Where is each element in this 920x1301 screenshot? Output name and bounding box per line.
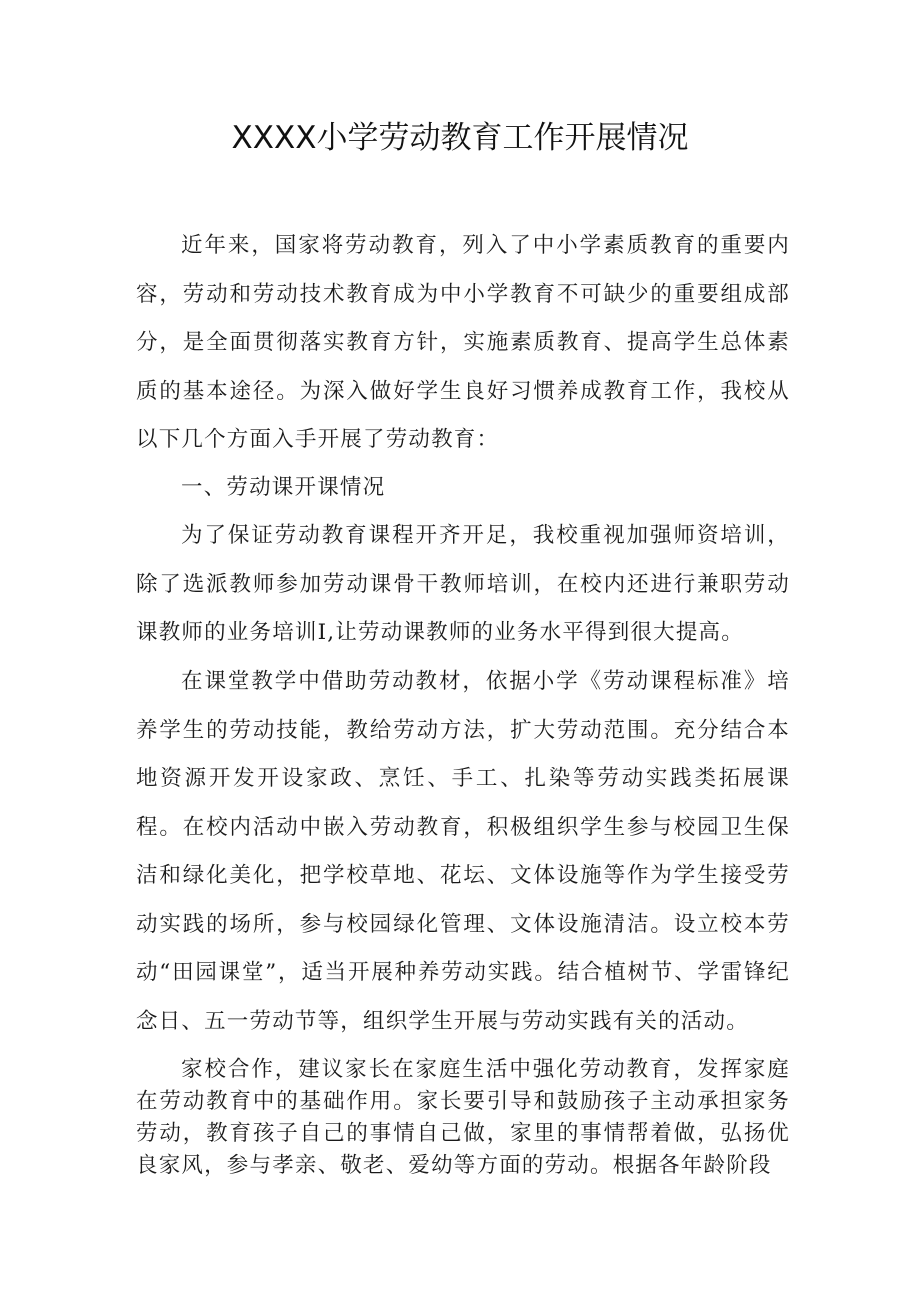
- document-title: XXXX小学劳动教育工作开展情况: [231, 120, 689, 156]
- paragraph-classroom: 在课堂教学中借助劳动教材，依据小学《劳动课程标准》培养学生的劳动技能，教给劳动方法，扩大劳动范围。充分结合本地资源开发开设家政、烹饪、手工、扎染等劳动实践类拓展课程。在校内活动中嵌入劳动教育，积极组织学生参与校园卫生保洁和绿化美化，把学校草地、花坛、文体设施等作为学生接受劳动实践的场所，参与校园绿化管理、文体设施清洁。设立校本劳动“田园课堂”，适当开展种养劳动实践。结合植树节、学雷锋纪念日、五一劳动节等，组织学生开展与劳动实践有关的活动。: [136, 669, 790, 1034]
- paragraph-home-school: 家校合作，建议家长在家庭生活中强化劳动教育，发挥家庭在劳动教育中的基础作用。家长要引导和鼓励孩子主动承担家务劳动，教育孩子自己的事情自己做，家里的事情帮着做，弘扬优良家风，参与孝亲、敬老、爱幼等方面的劳动。根据各年龄阶段: [136, 1057, 790, 1178]
- paragraph-intro: 近年来，国家将劳动教育，列入了中小学素质教育的重要内容，劳动和劳动技术教育成为中小学教育不可缺少的重要组成部分，是全面贯彻落实教育方针，实施素质教育、提高学生总体素质的基本途径。为深入做好学生良好习惯养成教育工作，我校从以下几个方面入手开展了劳动教育：: [136, 233, 790, 452]
- section-heading: 一、劳动课开课情况: [181, 475, 386, 500]
- paragraph-training: 为了保证劳动教育课程开齐开足，我校重视加强师资培训，除了选派教师参加劳动课骨干教师培训，在校内还进行兼职劳动课教师的业务培训I,让劳动课教师的业务水平得到很大提高。: [136, 523, 790, 645]
